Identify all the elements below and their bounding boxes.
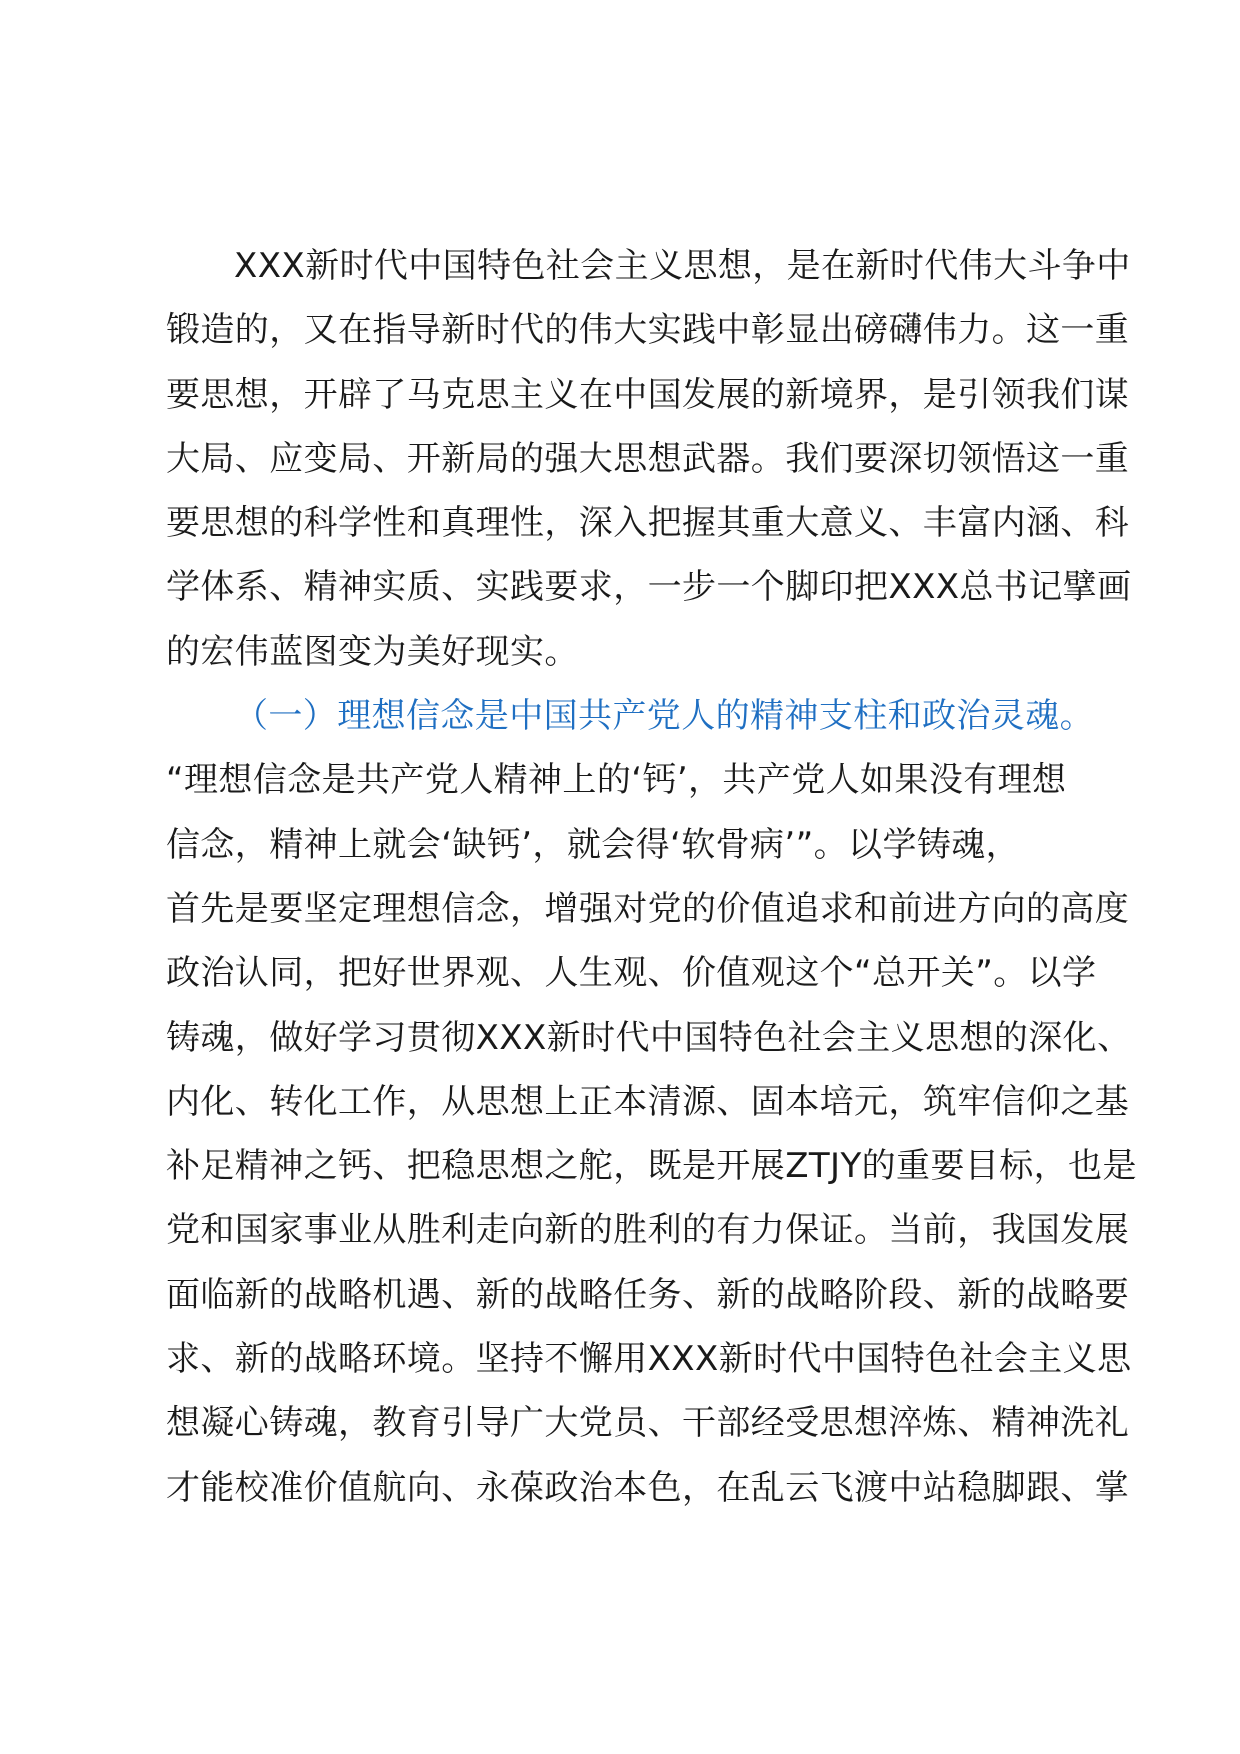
text-line: 大局、应变局、开新局的强大思想武器。我们要深切领悟这一重 (166, 438, 1130, 479)
text-line: 首先是要坚定理想信念，增强对党的价值追求和前进方向的高度 (166, 888, 1130, 929)
text-line: 求、新的战略环境。坚持不懈用XXX新时代中国特色社会主义思 (166, 1339, 1132, 1380)
text-line: 政治认同，把好世界观、人生观、价值观这个“总开关”。以学 (166, 953, 1097, 994)
paragraph-intro (166, 234, 1132, 684)
text-line: 学体系、精神实质、实践要求，一步一个脚印把XXX总书记擘画 (166, 567, 1132, 608)
text-line: 才能校准价值航向、永葆政治本色，在乱云飞渡中站稳脚跟、掌 (166, 1467, 1130, 1508)
paragraph-ideals (166, 748, 1137, 1520)
text-line: 补足精神之钙、把稳思想之舵，既是开展ZTJY的重要目标，也是 (166, 1146, 1137, 1187)
text-line: XXX新时代中国特色社会主义思想，是在新时代伟大斗争中 (234, 246, 1131, 286)
text-line: 内化、转化工作，从思想上正本清源、固本培元，筑牢信仰之基 (166, 1081, 1130, 1122)
text-line: 要思想的科学性和真理性，深入把握其重大意义、丰富内涵、科 (166, 503, 1130, 544)
text-line: “理想信念是共产党人精神上的‘钙’，共产党人如果没有理想 (166, 760, 1067, 801)
text-line: 想凝心铸魂，教育引导广大党员、干部经受思想淬炼、精神洗礼 (166, 1403, 1130, 1444)
text-line: 铸魂，做好学习贯彻XXX新时代中国特色社会主义思想的深化、 (166, 1017, 1132, 1058)
text-line: 要思想，开辟了马克思主义在中国发展的新境界，是引领我们谋 (166, 374, 1130, 415)
text-line: 面临新的战略机遇、新的战略任务、新的战略阶段、新的战略要 (166, 1274, 1130, 1315)
text-line: 的宏伟蓝图变为美好现实。 (166, 631, 579, 672)
document-body (166, 234, 1137, 1520)
section-heading: （一）理想信念是中国共产党人的精神支柱和政治灵魂。 (234, 696, 1094, 737)
text-line: 信念，精神上就会‘缺钙’，就会得‘软骨病’”。以学铸魂， (166, 824, 1021, 865)
text-line: 党和国家事业从胜利走向新的胜利的有力保证。当前，我国发展 (166, 1210, 1130, 1251)
text-line: 锻造的，又在指导新时代的伟大实践中彰显出磅礴伟力。这一重 (166, 310, 1130, 351)
